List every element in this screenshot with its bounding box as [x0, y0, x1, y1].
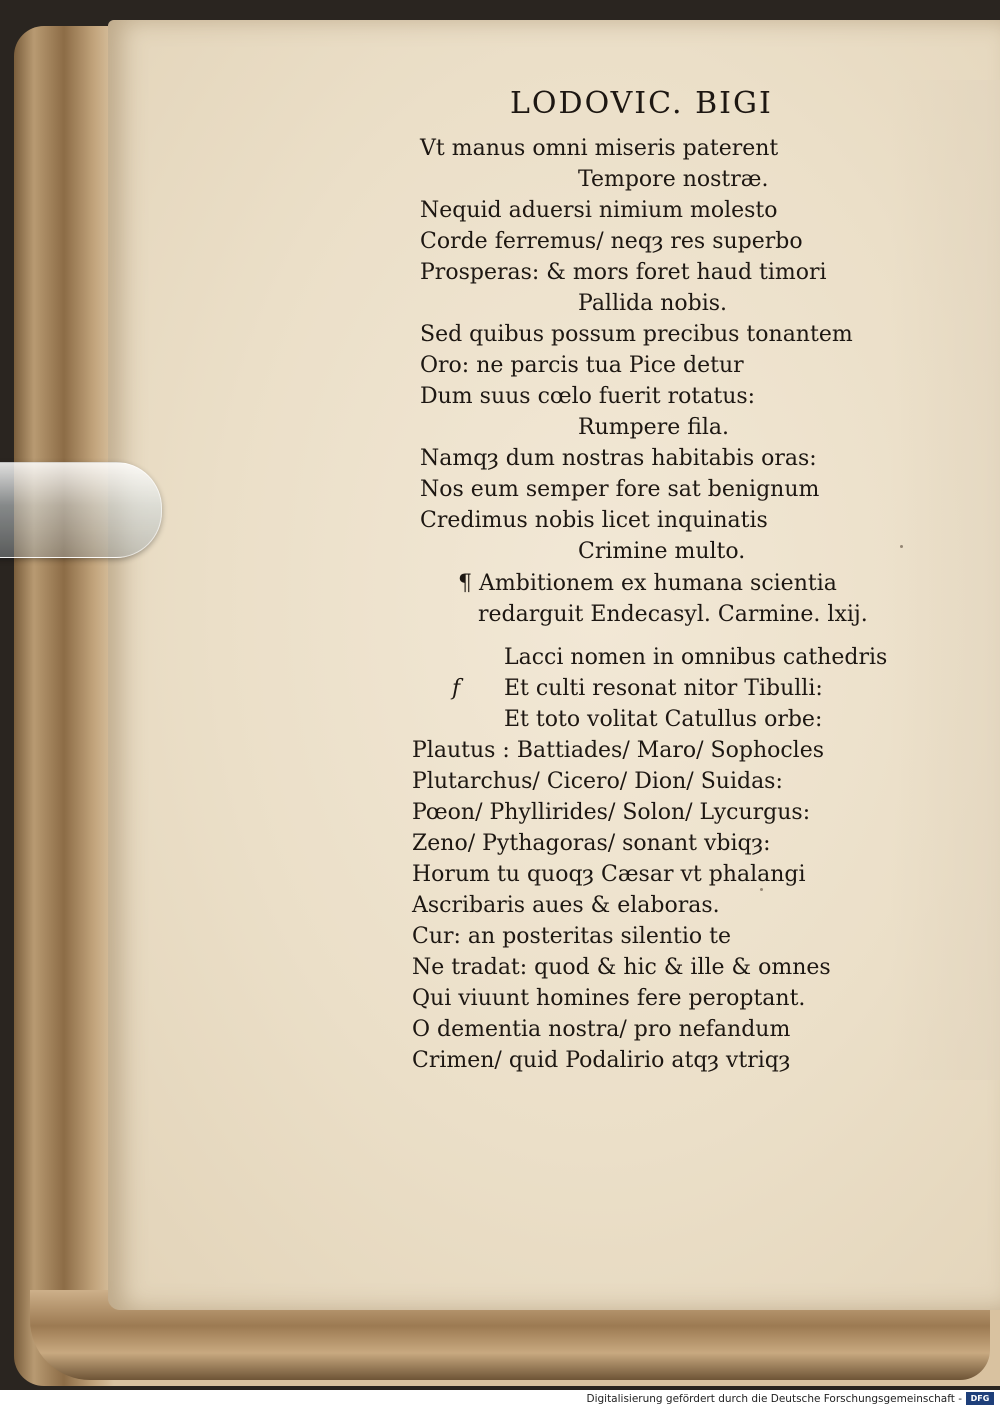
verse-line: Plutarchus/ Cicero/ Dion/ Suidas:	[412, 769, 783, 794]
verse-line: Nequid aduersi nimium molesto	[420, 198, 778, 223]
verse-line: Lacci nomen in omnibus cathedris	[504, 645, 888, 670]
rubric-line-2: redarguit Endecasyl. Carmine. lxij.	[478, 602, 868, 627]
page-holder-clip	[0, 462, 162, 558]
paper-speck	[760, 888, 763, 891]
verse-line: Pallida nobis.	[578, 291, 728, 316]
verse-line: Zeno/ Pythagoras/ sonant vbiqȝ:	[412, 831, 771, 856]
verse-line: Ascribaris aues & elaboras.	[412, 893, 720, 918]
verse-line: Crimine multo.	[578, 539, 746, 564]
verse-line: Oro: ne parcis tua Pice detur	[420, 353, 744, 378]
poem-rubric	[458, 568, 898, 630]
verse-line: Vt manus omni miseris paterent	[420, 136, 779, 161]
verse-line: Corde ferremus/ neqȝ res superbo	[420, 229, 803, 254]
rubric-line-1: ¶ Ambitionem ex humana scientia	[458, 571, 837, 596]
paper-speck	[900, 545, 903, 548]
verse-line: Nos eum semper fore sat benignum	[420, 477, 820, 502]
verse-line: Horum tu quoqȝ Cæsar vt phalangi	[412, 862, 806, 887]
verse-line: Sed quibus possum precibus tonantem	[420, 322, 853, 347]
verse-block-one	[420, 133, 960, 567]
verse-block-two	[412, 642, 932, 1076]
verse-line: Namqȝ dum nostras habitabis oras:	[420, 446, 817, 471]
verse-line: Et toto volitat Catullus orbe:	[504, 707, 823, 732]
signature-mark: f	[452, 676, 461, 701]
verse-line: Credimus nobis licet inquinatis	[420, 508, 768, 533]
verse-line: Tempore nostræ.	[578, 167, 769, 192]
verse-line: Pœon/ Phyllirides/ Solon/ Lycurgus:	[412, 800, 811, 825]
verse-line: Crimen/ quid Podalirio atqȝ vtriqȝ	[412, 1048, 791, 1073]
verse-line: Ne tradat: quod & hic & ille & omnes	[412, 955, 831, 980]
verse-line: Plautus : Battiades/ Maro/ Sophocles	[412, 738, 825, 763]
running-title: LODOVIC. BIGI	[510, 86, 773, 121]
verse-line: Prosperas: & mors foret haud timori	[420, 260, 827, 285]
footer-credit: Digitalisierung gefördert durch die Deutsche Forschungsgemeinschaft -	[586, 1393, 962, 1405]
verse-line: Cur: an posteritas silentio te	[412, 924, 731, 949]
verse-line: Qui viuunt homines fere peroptant.	[412, 986, 806, 1011]
verse-line: Dum suus cœlo fuerit rotatus:	[420, 384, 756, 409]
verse-line: O dementia nostra/ pro nefandum	[412, 1017, 791, 1042]
dfg-logo: DFG	[966, 1392, 994, 1405]
verse-line: Rumpere fila.	[578, 415, 730, 440]
verse-line: Et culti resonat nitor Tibulli:	[504, 676, 823, 701]
